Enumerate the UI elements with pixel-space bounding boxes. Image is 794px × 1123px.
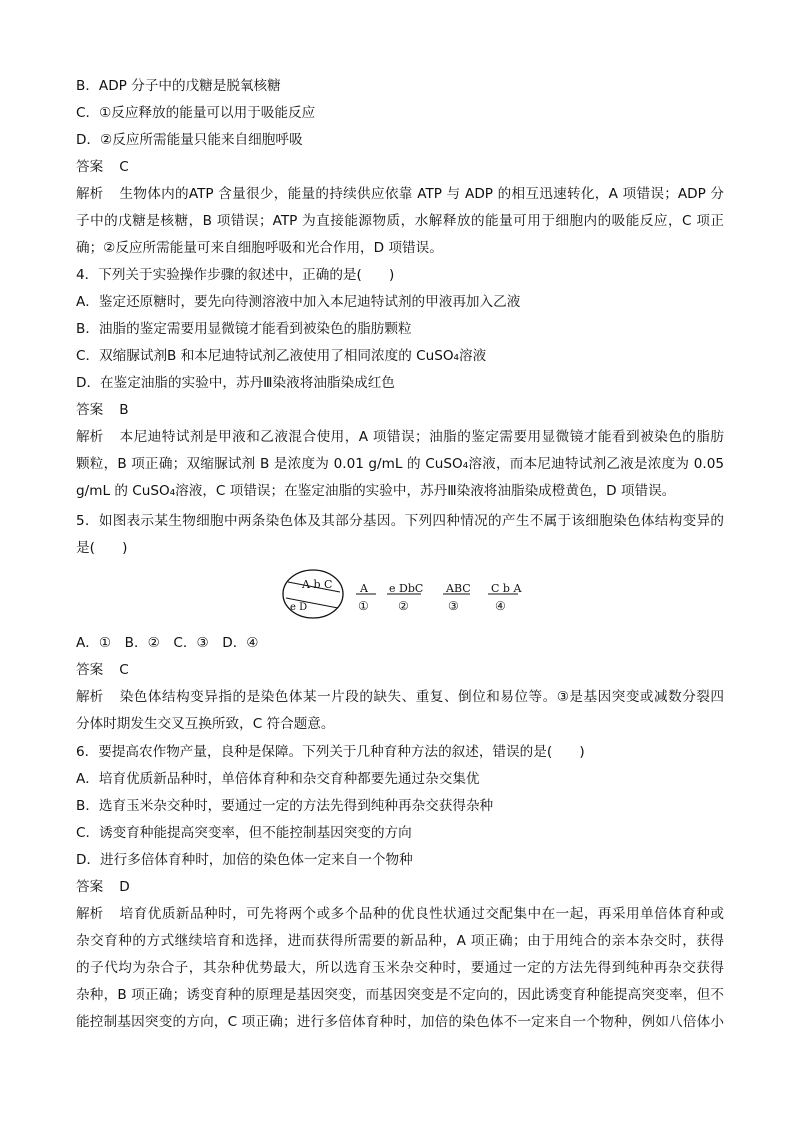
q6-analysis-line-3: 的子代均为杂合子，其杂种优势最大，所以选育玉米杂交种时，要通过一定的方法先得到纯种再杂交获得 xyxy=(76,960,724,976)
variant-4-genes: C b A xyxy=(491,582,522,595)
q6-option-c: C．诱变育种能提高突变率，但不能控制基因突变的方向 xyxy=(76,825,412,841)
variant-4-mark: ④ xyxy=(495,599,506,613)
analysis-label: 解析 xyxy=(76,689,104,705)
answer-value: C xyxy=(119,662,129,678)
q4-option-c: C．双缩脲试剂B 和本尼迪特试剂乙液使用了相同浓度的 CuSO₄溶液 xyxy=(76,348,487,364)
answer-label: 答案 xyxy=(76,662,104,678)
circle-top-genes: A b C xyxy=(302,578,333,591)
q4-analysis-line-2: 颗粒，B 项正确；双缩脲试剂 B 是浓度为 0.01 g/mL 的 CuSO₄溶液，而本尼迪特试剂乙液是浓度为 0.05 xyxy=(76,456,724,472)
answer-label: 答案 xyxy=(76,159,104,175)
q3-analysis-line-1: 解析 生物体内的ATP 含量很少，能量的持续供应依靠 ATP 与 ADP 的相互迅速转化，A 项错误；ADP 分 xyxy=(76,186,724,202)
q4-option-d: D．在鉴定油脂的实验中，苏丹Ⅲ染液将油脂染成红色 xyxy=(76,375,395,391)
q3-option-c: C．①反应释放的能量可以用于吸能反应 xyxy=(76,105,316,121)
variant-2-genes: e DbC xyxy=(389,582,424,595)
q6-analysis-line-2: 杂交育种的方式继续培育和选择，进而获得所需要的新品种，A 项正确；由于用纯合的亲本杂交时，获得 xyxy=(76,933,724,949)
q5-answer xyxy=(76,661,129,679)
q4-stem: 4．下列关于实验操作步骤的叙述中，正确的是( ) xyxy=(76,267,395,283)
q5-analysis-line-1: 解析 染色体结构变异指的是染色体某一片段的缺失、重复、倒位和易位等。③是基因突变或减数分裂四 xyxy=(76,689,724,705)
chromosome-figure xyxy=(280,568,530,620)
q4-option-a: A．鉴定还原糖时，要先向待测溶液中加入本尼迪特试剂的甲液再加入乙液 xyxy=(76,294,521,310)
variant-1-genes: A xyxy=(360,582,368,595)
q3-analysis-line-2: 子中的戊糖是核糖，B 项错误；ATP 为直接能源物质，水解释放的能量可用于细胞内的吸能反应，C 项正 xyxy=(76,213,724,229)
q6-option-b: B．选育玉米杂交种时，要通过一定的方法先得到纯种再杂交获得杂种 xyxy=(76,798,494,814)
q6-option-a: A．培育优质新品种时，单倍体育种和杂交育种都要先通过杂交集优 xyxy=(76,771,480,787)
q6-analysis-line-1: 解析 培育优质新品种时，可先将两个或多个品种的优良性状通过交配集中在一起，再采用单倍体育种或 xyxy=(76,906,724,922)
answer-label: 答案 xyxy=(76,402,104,418)
q5-options: A．① B．② C．③ D．④ xyxy=(76,635,259,651)
q4-option-b: B．油脂的鉴定需要用显微镜才能看到被染色的脂肪颗粒 xyxy=(76,321,412,337)
q4-answer xyxy=(76,401,129,419)
q3-analysis-line-3: 确；②反应所需能量可来自细胞呼吸和光合作用，D 项错误。 xyxy=(76,240,443,256)
q6-option-d: D．进行多倍体育种时，加倍的染色体一定来自一个物种 xyxy=(76,852,413,868)
answer-label: 答案 xyxy=(76,879,104,895)
q5-stem-line-2: 是( ) xyxy=(76,540,128,556)
q4-analysis-line-3: g/mL 的 CuSO₄溶液，C 项错误；在鉴定油脂的实验中，苏丹Ⅲ染液将油脂染成橙黄色，D 项错误。 xyxy=(76,483,676,499)
circle-bottom-genes: e D xyxy=(290,602,308,613)
q3-option-d: D．②反应所需能量只能来自细胞呼吸 xyxy=(76,132,303,148)
q5-stem-line-1: 5．如图表示某生物细胞中两条染色体及其部分基因。下列四种情况的产生不属于该细胞染色体结构变异的 xyxy=(76,513,724,529)
analysis-label: 解析 xyxy=(76,429,104,445)
q3-answer xyxy=(76,158,129,176)
answer-value: C xyxy=(119,159,129,175)
q6-stem: 6．要提高农作物产量，良种是保障。下列关于几种育种方法的叙述，错误的是( ) xyxy=(76,744,585,760)
q6-answer xyxy=(76,878,130,896)
variant-3-genes: ABC xyxy=(446,582,471,595)
variant-1-mark: ① xyxy=(358,599,369,613)
answer-value: B xyxy=(119,402,129,418)
q6-analysis-line-4: 杂种，B 项正确；诱变育种的原理是基因突变，而基因突变是不定向的，因此诱变育种能提高突变率，但不 xyxy=(76,987,724,1003)
q5-analysis-line-2: 分体时期发生交叉互换所致，C 符合题意。 xyxy=(76,716,335,732)
variant-3-mark: ③ xyxy=(448,599,459,613)
analysis-label: 解析 xyxy=(76,906,104,922)
analysis-label: 解析 xyxy=(76,186,104,202)
q6-analysis-line-5: 能控制基因突变的方向，C 项正确；进行多倍体育种时，加倍的染色体不一定来自一个物种，例如八倍体小 xyxy=(76,1014,724,1030)
variant-2-mark: ② xyxy=(398,599,409,613)
q3-option-b: B．ADP 分子中的戊糖是脱氧核糖 xyxy=(76,78,281,94)
answer-value: D xyxy=(119,879,130,895)
q4-analysis-line-1: 解析 本尼迪特试剂是甲液和乙液混合使用，A 项错误；油脂的鉴定需要用显微镜才能看到被染色的脂肪 xyxy=(76,429,724,445)
